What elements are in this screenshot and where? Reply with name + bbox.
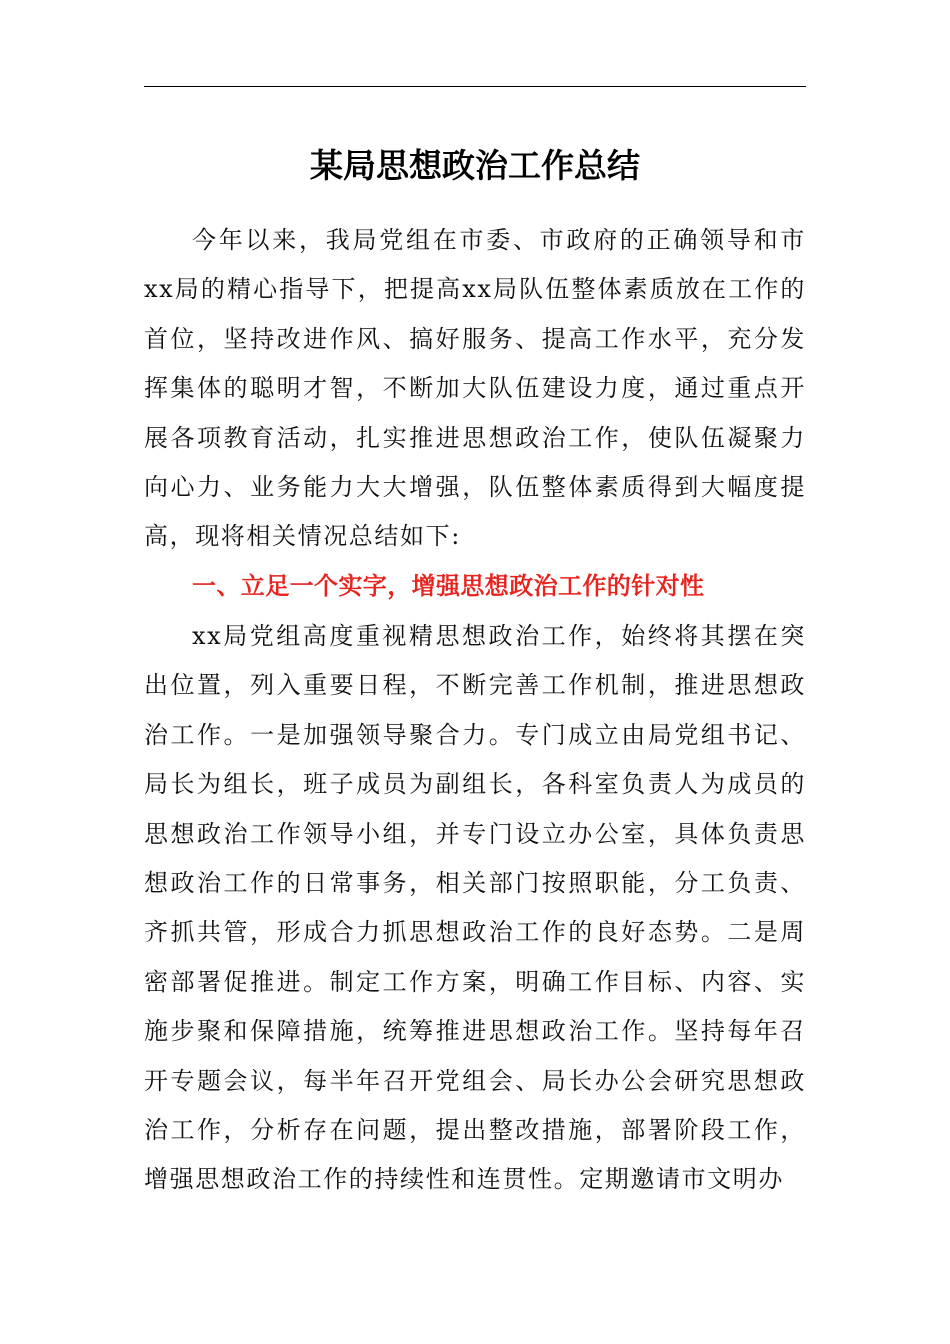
document-title: 某局思想政治工作总结 (310, 146, 640, 185)
intro-paragraph: 今年以来，我局党组在市委、市政府的正确领导和市xx局的精心指导下，把提高xx局队伍整体素质放在工作的首位，坚持改进作风、搞好服务、提高工作水平，充分发挥集体的聪明才智，不断加大队伍建设力度，通过重点开展各项教育活动，扎实推进思想政治工作，使队伍凝聚力向心力、业务能力大大增强，队伍整体素质得到大幅度提高，现将相关情况总结如下: (144, 226, 806, 551)
section-1-paragraph: xx局党组高度重视精思想政治工作，始终将其摆在突出位置，列入重要日程，不断完善工作机制，推进思想政治工作。一是加强领导聚合力。专门成立由局党组书记、局长为组长，班子成员为副组长，各科室负责人为成员的思想政治工作领导小组，并专门设立办公室，具体负责思想政治工作的日常事务，相关部门按照职能，分工负责、齐抓共管，形成合力抓思想政治工作的良好态势。二是周密部署促推进。制定工作方案，明确工作目标、内容、实施步聚和保障措施，统筹推进思想政治工作。坚持每年召开专题会议，每半年召开党组会、局长办公会研究思想政治工作，分析存在问题，提出整改措施，部署阶段工作，增强思想政治工作的持续性和连贯性。定期邀请市文明办 (144, 622, 806, 1194)
header-rule (144, 86, 806, 87)
section-heading-1: 一、立足一个实字，增强思想政治工作的针对性 (192, 572, 705, 600)
